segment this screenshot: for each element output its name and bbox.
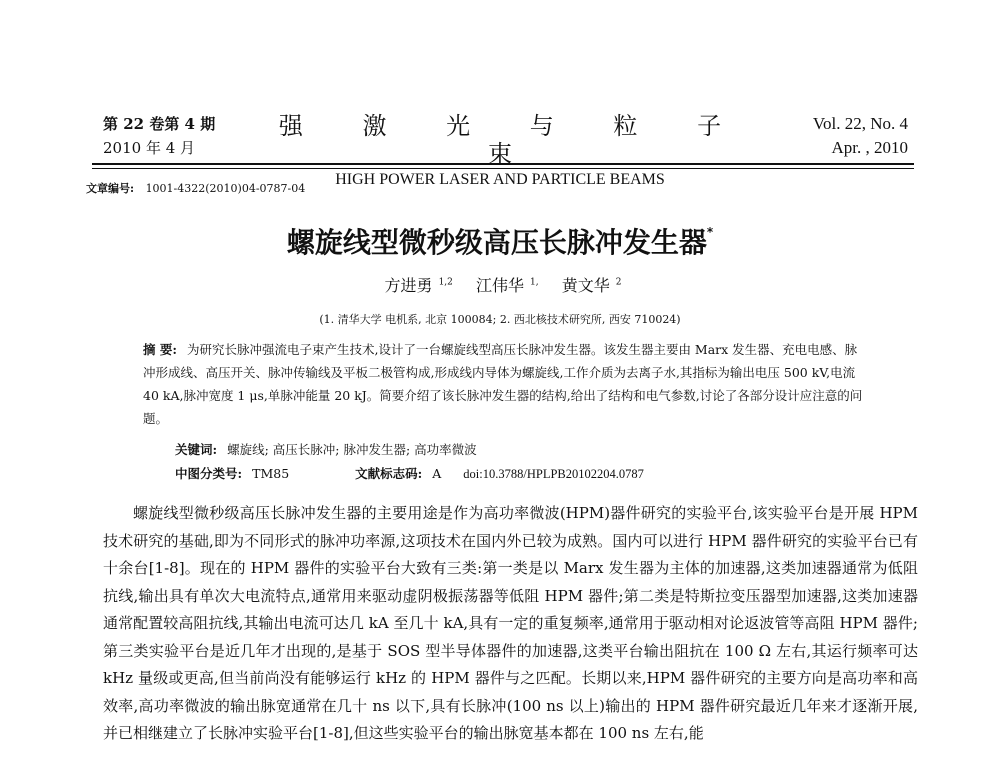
clc-value: TM85 [252, 466, 290, 481]
abstract-label: 摘 要: [143, 342, 177, 357]
paper-title-text: 螺旋线型微秒级高压长脉冲发生器 [286, 226, 707, 259]
author: 方进勇 $^{1,2}$ [384, 276, 453, 295]
doc-code-label: 文献标志码: [355, 466, 423, 481]
keywords-text: 螺旋线; 高压长脉冲; 脉冲发生器; 高功率微波 [227, 442, 477, 457]
keywords [175, 440, 477, 458]
title-footnote-mark: * [706, 225, 714, 239]
volume-cn: 第 22 卷第 4 期 [103, 115, 216, 133]
header-rule-thick [92, 163, 914, 165]
article-number [86, 180, 305, 196]
journal-title-en: HIGH POWER LASER AND PARTICLE BEAMS [335, 171, 665, 188]
doc-code-value: A [432, 466, 442, 481]
paper-title [0, 212, 1000, 263]
doi: doi:10.3788/HPLPB20102204.0787 [463, 467, 644, 481]
journal-volume-en [813, 112, 908, 160]
date-cn: 2010 年 4 月 [103, 139, 196, 157]
abstract-text: 为研究长脉冲强流电子束产生技术,设计了一台螺旋线型高压长脉冲发生器。该发生器主要由 Marx 发生器、充电电感、脉冲形成线、高压开关、脉冲传输线及平板二极管构成,形成线内导体为螺旋线,工作介质为去离子水,其指标为输出电压 500 kV,电流 40 kA,脉冲宽度 1 μs,单脉冲能量 20 kJ。简要介绍了该长脉冲发生器的结构,给出了结构和电气参数,讨论了各部分设计应注意的问题。 [143, 342, 863, 426]
author: 黄文华 $^2$ [561, 276, 622, 295]
journal-issue-info [103, 112, 215, 160]
article-number-label: 文章编号: [86, 182, 135, 195]
date-en: Apr. , 2010 [831, 138, 908, 157]
body-text [103, 500, 918, 748]
abstract [143, 338, 867, 430]
paragraph: 螺旋线型微秒级高压长脉冲发生器的主要用途是作为高功率微波(HPM)器件研究的实验平台,该实验平台是开展 HPM 技术研究的基础,即为不同形式的脉冲功率源,这项技术在国内外已较为成熟。国内可以进行 HPM 器件研究的实验平台已有十余台[1-8]。现在的 HPM 器件的实验平台大致有三类:第一类是以 Marx 发生器为主体的加速器,这类加速器通常为低阻抗线,输出具有单次大电流特点,通常用来驱动虚阴极振荡器等低阻 HPM 器件;第二类是特斯拉变压器型加速器,这类加速器通常配置较高阻抗线,其输出电流可达几 kA 至几十 kA,具有一定的重复频率,通常用于驱动相对论返波管等高阻 HPM 器件;第三类实验平台是近几年才出现的,是基于 SOS 型半导体器件的加速器,这类平台输出阻抗在 100 Ω 左右,其运行频率可达 kHz 量级或更高,但当前尚没有能够运行 kHz 的 HPM 器件与之匹配。长期以来,HPM 器件研究的主要方向是高功率和高效率,高功率微波的输出脉宽通常在几十 ns 以下,具有长脉冲(100 ns 以上)输出的 HPM 器件研究最近几年来才逐渐开展,并已相继建立了长脉冲实验平台[1-8],但这些实验平台的输出脉宽基本都在 100 ns 左右,能 [103, 504, 918, 742]
author-list [0, 273, 1000, 296]
clc-label: 中图分类号: [175, 466, 243, 481]
article-number-value: 1001-4322(2010)04-0787-04 [145, 182, 306, 195]
author: 江伟华 $^{1,}$ [475, 276, 539, 295]
journal-title [250, 112, 750, 190]
journal-title-cn: 强 激 光 与 粒 子 束 [278, 112, 748, 168]
volume-en: Vol. 22, No. 4 [812, 114, 908, 133]
keywords-label: 关键词: [175, 442, 218, 457]
affiliations: (1. 清华大学 电机系, 北京 100084; 2. 西北核技术研究所, 西安 710024) [319, 313, 681, 326]
header-rule-thin [92, 168, 914, 169]
classification-line [175, 464, 644, 482]
